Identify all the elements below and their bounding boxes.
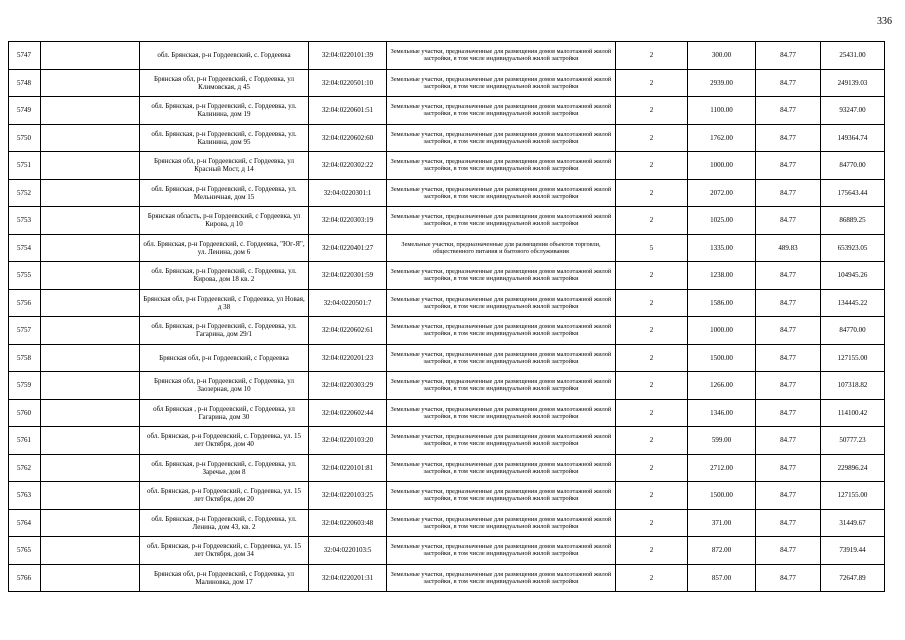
table-row bbox=[9, 482, 885, 510]
cell-number: 5758 bbox=[9, 344, 41, 372]
cell-area: 1346.00 bbox=[688, 399, 756, 427]
table-row bbox=[9, 454, 885, 482]
table-row bbox=[9, 262, 885, 290]
cell-address: обл Брянская , р-н Гордеевский, с Гордеевка, ул Гагарина, дом 30 bbox=[140, 399, 309, 427]
cell-area: 872.00 bbox=[688, 537, 756, 565]
cell-blank bbox=[41, 427, 140, 455]
cell-blank bbox=[41, 234, 140, 262]
cell-address: обл. Брянская, р-н Гордеевский, с. Гордеевка, ул. Кирова, дом 18 кв. 2 bbox=[140, 262, 309, 290]
cell-number: 5762 bbox=[9, 454, 41, 482]
cell-number: 5761 bbox=[9, 427, 41, 455]
cell-area: 1000.00 bbox=[688, 317, 756, 345]
cell-cadastral-value: 84770.00 bbox=[821, 152, 885, 180]
cell-permitted-use: Земельные участки, предназначенные для размещения домов малоэтажной жилой застройки, в том числе индивидуальной жилой застройки bbox=[387, 427, 616, 455]
cell-blank bbox=[41, 344, 140, 372]
cell-specific-value: 84.77 bbox=[756, 427, 821, 455]
cell-permitted-use: Земельные участки, предназначенные для размещения домов малоэтажной жилой застройки, в том числе индивидуальной жилой застройки bbox=[387, 289, 616, 317]
cell-specific-value: 84.77 bbox=[756, 124, 821, 152]
cell-cadastral-number: 32:04:0220201:31 bbox=[309, 564, 387, 592]
cell-address: обл. Брянская, р-н Гордеевский, с. Гордеевка, ул. Мельничная, дом 15 bbox=[140, 179, 309, 207]
cell-specific-value: 84.77 bbox=[756, 289, 821, 317]
table-row bbox=[9, 97, 885, 125]
cell-cadastral-number: 32:04:0220501:7 bbox=[309, 289, 387, 317]
cell-group: 2 bbox=[616, 179, 688, 207]
cell-address: обл. Брянская, р-н Гордеевский, с. Гордеевка, ул. 15 лет Октября, дом 20 bbox=[140, 482, 309, 510]
cell-cadastral-value: 127155.00 bbox=[821, 344, 885, 372]
cell-permitted-use: Земельные участки, предназначенные для размещения домов малоэтажной жилой застройки, в том числе индивидуальной жилой застройки bbox=[387, 42, 616, 70]
cell-group: 2 bbox=[616, 344, 688, 372]
cell-group: 2 bbox=[616, 427, 688, 455]
cell-specific-value: 84.77 bbox=[756, 207, 821, 235]
cell-cadastral-number: 32:04:0220301:1 bbox=[309, 179, 387, 207]
cell-cadastral-value: 175643.44 bbox=[821, 179, 885, 207]
cell-number: 5751 bbox=[9, 152, 41, 180]
cell-address: Брянская обл, р-н Гордеевский, с Гордеевка, ул Малиновка, дом 17 bbox=[140, 564, 309, 592]
cell-address: обл. Брянская, р-н Гордеевский, с. Гордеевка, ул. Гагарина, дом 29/1 bbox=[140, 317, 309, 345]
cell-cadastral-value: 86889.25 bbox=[821, 207, 885, 235]
cell-number: 5753 bbox=[9, 207, 41, 235]
cell-address: обл. Брянская, р-н Гордеевский, с. Гордеевка, ул. Ленина, дом 43, кв. 2 bbox=[140, 509, 309, 537]
cell-cadastral-number: 32:04:0220401:27 bbox=[309, 234, 387, 262]
cell-cadastral-number: 32:04:0220103:5 bbox=[309, 537, 387, 565]
cell-permitted-use: Земельные участки, предназначенные для размещения объектов торговли, общественного питания и бытового обслуживания bbox=[387, 234, 616, 262]
table-row bbox=[9, 537, 885, 565]
cell-address: обл. Брянская, р-н Гордеевский, с. Гордеевка, ул. Калинина, дом 19 bbox=[140, 97, 309, 125]
cell-cadastral-value: 229896.24 bbox=[821, 454, 885, 482]
cell-permitted-use: Земельные участки, предназначенные для размещения домов малоэтажной жилой застройки, в том числе индивидуальной жилой застройки bbox=[387, 179, 616, 207]
cell-blank bbox=[41, 482, 140, 510]
cell-number: 5756 bbox=[9, 289, 41, 317]
cell-number: 5760 bbox=[9, 399, 41, 427]
cell-address: Брянская обл, р-н Гордеевский, с Гордеевка, ул Новая, д 38 bbox=[140, 289, 309, 317]
cell-blank bbox=[41, 69, 140, 97]
cell-cadastral-value: 93247.00 bbox=[821, 97, 885, 125]
cell-number: 5759 bbox=[9, 372, 41, 400]
cell-cadastral-number: 32:04:0220101:39 bbox=[309, 42, 387, 70]
cell-address: Брянская обл, р-н Гордеевский, с Гордеевка, ул Климовская, д 45 bbox=[140, 69, 309, 97]
cell-group: 2 bbox=[616, 317, 688, 345]
cell-permitted-use: Земельные участки, предназначенные для размещения домов малоэтажной жилой застройки, в том числе индивидуальной жилой застройки bbox=[387, 69, 616, 97]
cell-number: 5763 bbox=[9, 482, 41, 510]
cell-cadastral-value: 73919.44 bbox=[821, 537, 885, 565]
cell-cadastral-number: 32:04:0220603:48 bbox=[309, 509, 387, 537]
cell-address: Брянская область, р-н Гордеевский, с Гордеевка, ул Кирова, д 10 bbox=[140, 207, 309, 235]
cell-number: 5754 bbox=[9, 234, 41, 262]
cell-permitted-use: Земельные участки, предназначенные для размещения домов малоэтажной жилой застройки, в том числе индивидуальной жилой застройки bbox=[387, 564, 616, 592]
cell-area: 857.00 bbox=[688, 564, 756, 592]
cell-group: 2 bbox=[616, 454, 688, 482]
cell-cadastral-number: 32:04:0220201:23 bbox=[309, 344, 387, 372]
cell-permitted-use: Земельные участки, предназначенные для размещения домов малоэтажной жилой застройки, в том числе индивидуальной жилой застройки bbox=[387, 97, 616, 125]
cell-area: 1238.00 bbox=[688, 262, 756, 290]
cell-blank bbox=[41, 537, 140, 565]
cell-group: 2 bbox=[616, 42, 688, 70]
cell-cadastral-number: 32:04:0220602:61 bbox=[309, 317, 387, 345]
cell-address: обл. Брянская, р-н Гордеевский, с. Гордеевка, ул. 15 лет Октября, дом 34 bbox=[140, 537, 309, 565]
cell-specific-value: 84.77 bbox=[756, 97, 821, 125]
cell-cadastral-value: 50777.23 bbox=[821, 427, 885, 455]
cell-specific-value: 489.83 bbox=[756, 234, 821, 262]
table-row bbox=[9, 399, 885, 427]
cell-cadastral-value: 84770.00 bbox=[821, 317, 885, 345]
cell-address: обл. Брянская, р-н Гордеевский, с. Гордеевка, "Юг-Я", ул. Ленина, дом 6 bbox=[140, 234, 309, 262]
cell-specific-value: 84.77 bbox=[756, 344, 821, 372]
table-row bbox=[9, 427, 885, 455]
cell-area: 1335.00 bbox=[688, 234, 756, 262]
cell-cadastral-value: 25431.00 bbox=[821, 42, 885, 70]
cell-group: 2 bbox=[616, 537, 688, 565]
cell-blank bbox=[41, 262, 140, 290]
cell-permitted-use: Земельные участки, предназначенные для размещения домов малоэтажной жилой застройки, в том числе индивидуальной жилой застройки bbox=[387, 454, 616, 482]
cell-permitted-use: Земельные участки, предназначенные для размещения домов малоэтажной жилой застройки, в том числе индивидуальной жилой застройки bbox=[387, 262, 616, 290]
cell-cadastral-value: 653923.05 bbox=[821, 234, 885, 262]
cell-area: 2072.00 bbox=[688, 179, 756, 207]
cell-number: 5750 bbox=[9, 124, 41, 152]
cell-specific-value: 84.77 bbox=[756, 152, 821, 180]
cell-group: 5 bbox=[616, 234, 688, 262]
table-row bbox=[9, 42, 885, 70]
cell-address: обл. Брянская, р-н Гордеевский, с. Гордеевка, ул. Заречье, дом 8 bbox=[140, 454, 309, 482]
cell-group: 2 bbox=[616, 69, 688, 97]
cell-cadastral-number: 32:04:0220602:60 bbox=[309, 124, 387, 152]
cell-group: 2 bbox=[616, 399, 688, 427]
cell-blank bbox=[41, 152, 140, 180]
cell-group: 2 bbox=[616, 289, 688, 317]
page-number: 336 bbox=[877, 16, 892, 27]
cell-cadastral-number: 32:04:0220103:20 bbox=[309, 427, 387, 455]
cell-specific-value: 84.77 bbox=[756, 42, 821, 70]
table-row bbox=[9, 372, 885, 400]
cell-blank bbox=[41, 179, 140, 207]
table-row bbox=[9, 124, 885, 152]
cell-group: 2 bbox=[616, 372, 688, 400]
cell-group: 2 bbox=[616, 564, 688, 592]
cell-address: обл. Брянская, р-н Гордеевский, с. Гордеевка, ул. Калинина, дом 95 bbox=[140, 124, 309, 152]
cell-group: 2 bbox=[616, 152, 688, 180]
table-row bbox=[9, 207, 885, 235]
table-row bbox=[9, 179, 885, 207]
cell-cadastral-value: 127155.00 bbox=[821, 482, 885, 510]
cell-cadastral-value: 107318.82 bbox=[821, 372, 885, 400]
cell-blank bbox=[41, 454, 140, 482]
cell-permitted-use: Земельные участки, предназначенные для размещения домов малоэтажной жилой застройки, в том числе индивидуальной жилой застройки bbox=[387, 317, 616, 345]
cell-cadastral-value: 134445.22 bbox=[821, 289, 885, 317]
cell-blank bbox=[41, 372, 140, 400]
cell-area: 1500.00 bbox=[688, 482, 756, 510]
cell-number: 5764 bbox=[9, 509, 41, 537]
cadastral-value-table bbox=[8, 41, 885, 592]
cell-group: 2 bbox=[616, 124, 688, 152]
cell-specific-value: 84.77 bbox=[756, 179, 821, 207]
cell-cadastral-number: 32:04:0220303:19 bbox=[309, 207, 387, 235]
cell-permitted-use: Земельные участки, предназначенные для размещения домов малоэтажной жилой застройки, в том числе индивидуальной жилой застройки bbox=[387, 207, 616, 235]
cell-area: 599.00 bbox=[688, 427, 756, 455]
cell-permitted-use: Земельные участки, предназначенные для размещения домов малоэтажной жилой застройки, в том числе индивидуальной жилой застройки bbox=[387, 537, 616, 565]
cell-area: 371.00 bbox=[688, 509, 756, 537]
cell-area: 1266.00 bbox=[688, 372, 756, 400]
cell-group: 2 bbox=[616, 97, 688, 125]
cell-cadastral-number: 32:04:0220303:29 bbox=[309, 372, 387, 400]
table-row bbox=[9, 344, 885, 372]
cell-area: 1000.00 bbox=[688, 152, 756, 180]
cell-cadastral-number: 32:04:0220302:22 bbox=[309, 152, 387, 180]
cell-blank bbox=[41, 124, 140, 152]
cell-specific-value: 84.77 bbox=[756, 454, 821, 482]
cell-group: 2 bbox=[616, 262, 688, 290]
cell-cadastral-value: 31449.67 bbox=[821, 509, 885, 537]
cell-cadastral-number: 32:04:0220301:59 bbox=[309, 262, 387, 290]
cell-blank bbox=[41, 317, 140, 345]
cell-group: 2 bbox=[616, 482, 688, 510]
table-row bbox=[9, 152, 885, 180]
cell-specific-value: 84.77 bbox=[756, 372, 821, 400]
table-row bbox=[9, 564, 885, 592]
cell-group: 2 bbox=[616, 509, 688, 537]
cell-number: 5765 bbox=[9, 537, 41, 565]
cell-area: 1586.00 bbox=[688, 289, 756, 317]
cell-blank bbox=[41, 289, 140, 317]
cell-blank bbox=[41, 399, 140, 427]
cell-specific-value: 84.77 bbox=[756, 482, 821, 510]
table-row bbox=[9, 317, 885, 345]
cell-number: 5749 bbox=[9, 97, 41, 125]
cell-permitted-use: Земельные участки, предназначенные для размещения домов малоэтажной жилой застройки, в том числе индивидуальной жилой застройки bbox=[387, 372, 616, 400]
cell-specific-value: 84.77 bbox=[756, 509, 821, 537]
cell-address: обл. Брянская, р-н Гордеевский, с. Гордеевка bbox=[140, 42, 309, 70]
cell-address: Брянская обл, р-н Гордеевский, с Гордеевка, ул Заозерная, дом 10 bbox=[140, 372, 309, 400]
cell-cadastral-value: 114100.42 bbox=[821, 399, 885, 427]
cell-blank bbox=[41, 564, 140, 592]
cell-area: 1025.00 bbox=[688, 207, 756, 235]
cell-area: 1100.00 bbox=[688, 97, 756, 125]
cell-permitted-use: Земельные участки, предназначенные для размещения домов малоэтажной жилой застройки, в том числе индивидуальной жилой застройки bbox=[387, 399, 616, 427]
cell-specific-value: 84.77 bbox=[756, 564, 821, 592]
cell-area: 2712.00 bbox=[688, 454, 756, 482]
cell-address: Брянская обл, р-н Гордеевский, с Гордеевка, ул Красный Мост, д 14 bbox=[140, 152, 309, 180]
cell-cadastral-number: 32:04:0220601:51 bbox=[309, 97, 387, 125]
table-row bbox=[9, 69, 885, 97]
cell-number: 5757 bbox=[9, 317, 41, 345]
cell-permitted-use: Земельные участки, предназначенные для размещения домов малоэтажной жилой застройки, в том числе индивидуальной жилой застройки bbox=[387, 124, 616, 152]
cell-permitted-use: Земельные участки, предназначенные для размещения домов малоэтажной жилой застройки, в том числе индивидуальной жилой застройки bbox=[387, 482, 616, 510]
cell-number: 5748 bbox=[9, 69, 41, 97]
cell-address: Брянская обл, р-н Гордеевский, с Гордеевка bbox=[140, 344, 309, 372]
cell-permitted-use: Земельные участки, предназначенные для размещения домов малоэтажной жилой застройки, в том числе индивидуальной жилой застройки bbox=[387, 152, 616, 180]
table-row bbox=[9, 289, 885, 317]
cell-number: 5766 bbox=[9, 564, 41, 592]
cell-specific-value: 84.77 bbox=[756, 399, 821, 427]
cell-group: 2 bbox=[616, 207, 688, 235]
table-row bbox=[9, 509, 885, 537]
cell-blank bbox=[41, 207, 140, 235]
cell-specific-value: 84.77 bbox=[756, 262, 821, 290]
cell-permitted-use: Земельные участки, предназначенные для размещения домов малоэтажной жилой застройки, в том числе индивидуальной жилой застройки bbox=[387, 344, 616, 372]
cell-number: 5755 bbox=[9, 262, 41, 290]
cell-cadastral-number: 32:04:0220103:25 bbox=[309, 482, 387, 510]
cell-area: 1762.00 bbox=[688, 124, 756, 152]
cell-permitted-use: Земельные участки, предназначенные для размещения домов малоэтажной жилой застройки, в том числе индивидуальной жилой застройки bbox=[387, 509, 616, 537]
cell-specific-value: 84.77 bbox=[756, 317, 821, 345]
table-row bbox=[9, 234, 885, 262]
cell-cadastral-number: 32:04:0220501:10 bbox=[309, 69, 387, 97]
cell-blank bbox=[41, 509, 140, 537]
cell-cadastral-value: 72647.89 bbox=[821, 564, 885, 592]
cell-specific-value: 84.77 bbox=[756, 69, 821, 97]
cell-cadastral-number: 32:04:0220602:44 bbox=[309, 399, 387, 427]
cell-number: 5747 bbox=[9, 42, 41, 70]
cell-cadastral-value: 149364.74 bbox=[821, 124, 885, 152]
cell-number: 5752 bbox=[9, 179, 41, 207]
cell-specific-value: 84.77 bbox=[756, 537, 821, 565]
cell-cadastral-value: 104945.26 bbox=[821, 262, 885, 290]
cell-area: 300.00 bbox=[688, 42, 756, 70]
cell-blank bbox=[41, 97, 140, 125]
cell-blank bbox=[41, 42, 140, 70]
cell-area: 1500.00 bbox=[688, 344, 756, 372]
cell-cadastral-value: 249139.03 bbox=[821, 69, 885, 97]
cell-area: 2939.00 bbox=[688, 69, 756, 97]
cell-cadastral-number: 32:04:0220101:81 bbox=[309, 454, 387, 482]
cell-address: обл. Брянская, р-н Гордеевский, с. Гордеевка, ул. 15 лет Октября, дом 40 bbox=[140, 427, 309, 455]
